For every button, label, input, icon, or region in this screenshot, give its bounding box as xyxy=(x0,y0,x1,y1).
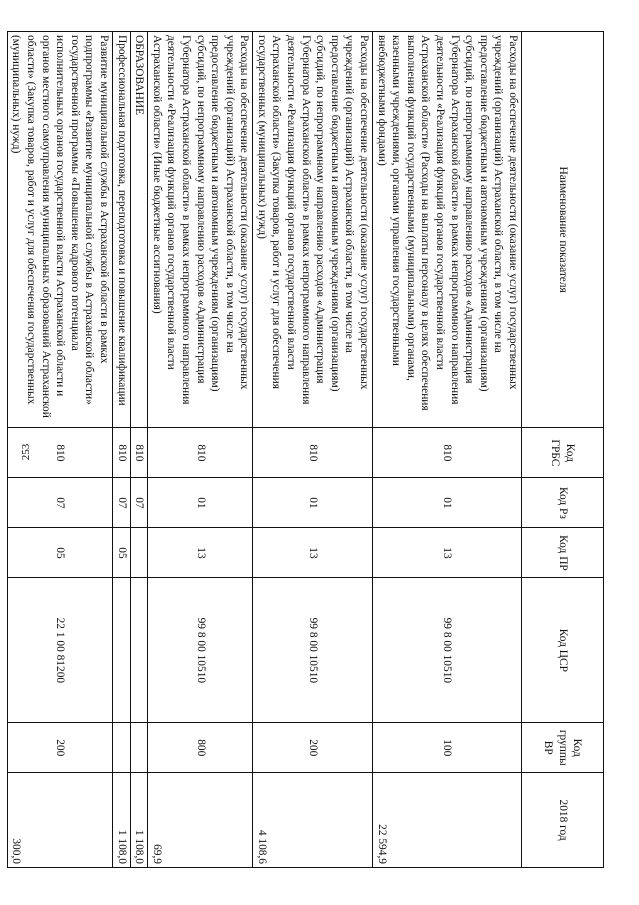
row-pr: 05 xyxy=(7,528,112,578)
row-name: Расходы на обеспечение деятельности (оказание услуг) государственных учреждений (организаций) Астраханской области, в том числе на предоставление бюджетным и автономным учреждениям (организациям) субсидий, по непрограммному направлению расходов «Администрация Губернатора Астраханской области» в рамках непрограммного направления деятельности «Реализация функций органов государственной власти Астраханской области» (Расходы на выплаты персоналу в целях обеспечения выполнения функций государственными (муниципальными) органами, казенными учреждениями, органами управления государственными внебюджетными фондами) xyxy=(373,32,522,428)
row-name: Развитие муниципальной службы в Астраханской области в рамках подпрограммы «Развитие муниципальной службы в Астраханской области» государственной программы «Повышение кадрового потенциала исполнительных органов государственной власти Астраханской области и органов местного самоуправления муниципальных образований Астраханской области» (Закупка товаров, работ и услуг для обеспечения государственных (муниципальных) нужд) xyxy=(7,32,112,428)
header-name: Наименование показателя xyxy=(522,32,604,428)
header-rz: Код Рз xyxy=(522,478,604,528)
row-vr: 200 xyxy=(253,723,373,773)
row-vr xyxy=(130,723,148,773)
row-rz: 01 xyxy=(253,478,373,528)
row-name: Расходы на обеспечение деятельности (оказание услуг) государственных учреждений (организаций) Астраханской области, в том числе на предоставление бюджетным и автономным учреждениям (организациям) субсидий, по непрограммному направлению расходов «Администрация Губернатора Астраханской области» в рамках непрограммного направления деятельности «Реализация функций органов государственной власти Астраханской области» (Закупка товаров, работ и услуг для обеспечения государственных (муниципальных) нужд) xyxy=(253,32,373,428)
row-pr: 05 xyxy=(112,528,130,578)
table-row xyxy=(373,32,522,868)
header-row xyxy=(522,32,604,868)
row-grbs: 810 xyxy=(7,428,112,478)
row-amount: 4 108,6 xyxy=(253,773,373,868)
page-number: 253 xyxy=(20,443,32,461)
row-csr: 99 8 00 10510 xyxy=(253,578,373,723)
row-pr: 13 xyxy=(148,528,253,578)
row-csr xyxy=(112,578,130,723)
row-grbs: 810 xyxy=(130,428,148,478)
header-csr: Код ЦСР xyxy=(522,578,604,723)
row-rz: 07 xyxy=(130,478,148,528)
row-grbs: 810 xyxy=(148,428,253,478)
row-csr: 99 8 00 10510 xyxy=(148,578,253,723)
row-rz: 01 xyxy=(373,478,522,528)
row-amount: 1 108,0 xyxy=(112,773,130,868)
row-name: ОБРАЗОВАНИЕ xyxy=(130,32,148,428)
header-grbs: Код ГРБС xyxy=(522,428,604,478)
row-vr: 800 xyxy=(148,723,253,773)
row-vr: 100 xyxy=(373,723,522,773)
row-vr xyxy=(112,723,130,773)
header-vr: Код группы ВР xyxy=(522,723,604,773)
budget-table xyxy=(7,31,604,868)
row-amount: 300,0 xyxy=(7,773,112,868)
table-row xyxy=(112,32,130,868)
table-row xyxy=(148,32,253,868)
row-amount: 69,9 xyxy=(148,773,253,868)
row-amount: 1 108,0 xyxy=(130,773,148,868)
row-amount: 22 594,9 xyxy=(373,773,522,868)
row-pr xyxy=(130,528,148,578)
row-csr xyxy=(130,578,148,723)
row-name: Профессиональная подготовка, переподготовка и повышение квалификации xyxy=(112,32,130,428)
row-pr: 13 xyxy=(373,528,522,578)
row-csr: 22 1 00 81200 xyxy=(7,578,112,723)
header-pr: Код ПР xyxy=(522,528,604,578)
table-row xyxy=(253,32,373,868)
row-grbs: 810 xyxy=(253,428,373,478)
row-grbs: 810 xyxy=(112,428,130,478)
row-vr: 200 xyxy=(7,723,112,773)
header-amount: 2018 год xyxy=(522,773,604,868)
table-row xyxy=(130,32,148,868)
row-rz: 07 xyxy=(7,478,112,528)
row-name: Расходы на обеспечение деятельности (оказание услуг) государственных учреждений (организаций) Астраханской области, в том числе на предоставление бюджетным и автономным учреждениям (организациям) субсидий, по непрограммному направлению расходов «Администрация Губернатора Астраханской области» в рамках непрограммного направления деятельности «Реализация функций органов государственной власти Астраханской области» (Иные бюджетные ассигнования) xyxy=(148,32,253,428)
table-row xyxy=(7,32,112,868)
row-rz: 07 xyxy=(112,478,130,528)
row-grbs: 810 xyxy=(373,428,522,478)
row-pr: 13 xyxy=(253,528,373,578)
row-csr: 99 8 00 10510 xyxy=(373,578,522,723)
row-rz: 01 xyxy=(148,478,253,528)
